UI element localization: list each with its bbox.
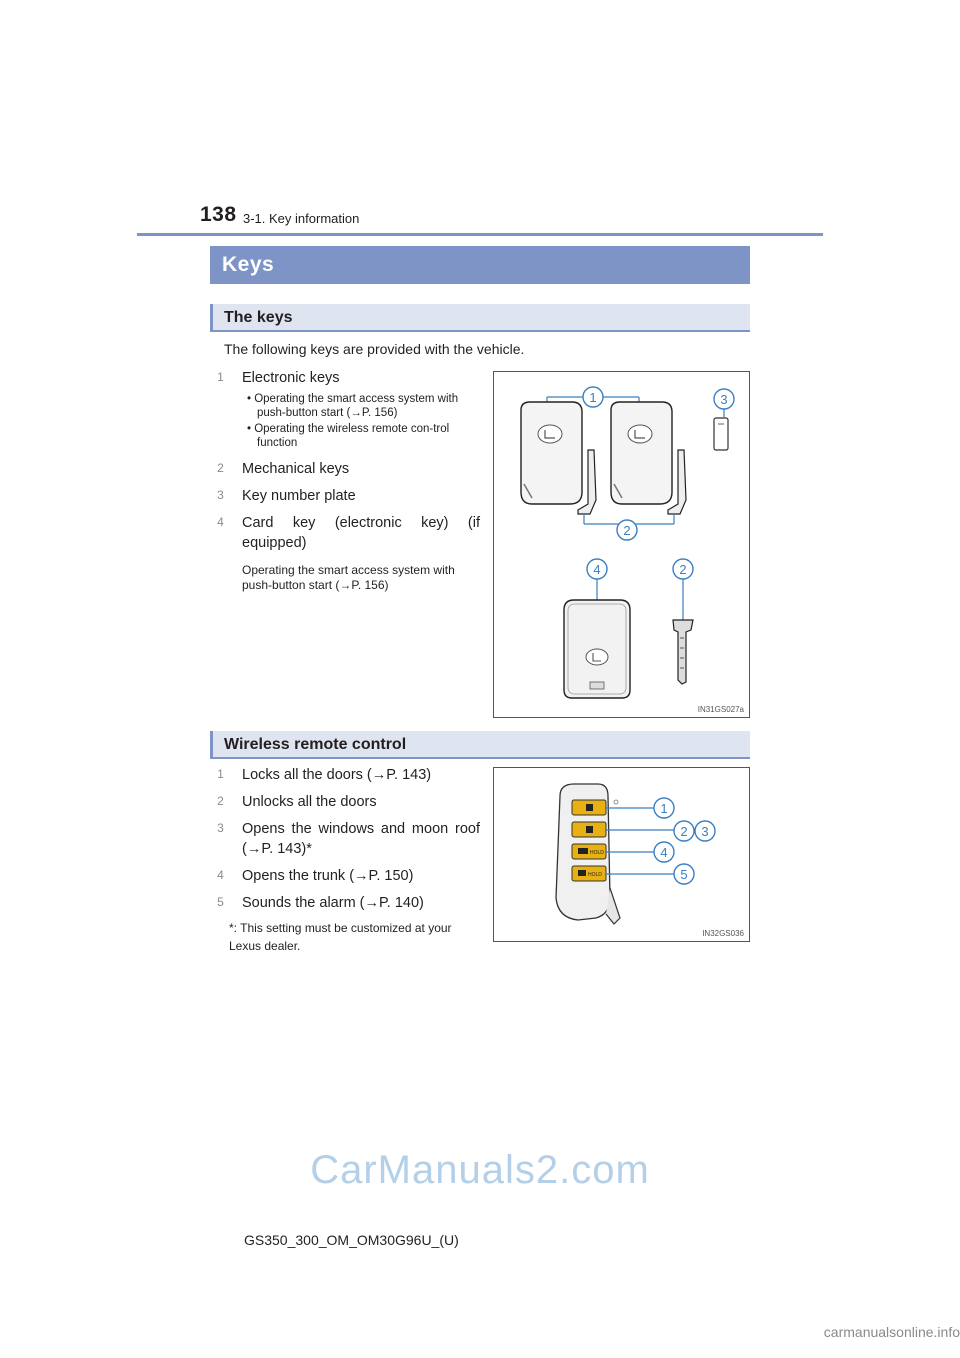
footnote: *: This setting must be customized at your Lexus dealer. bbox=[229, 921, 452, 953]
subheading-wireless-remote bbox=[210, 731, 750, 759]
section-reference: 3-1. Key information bbox=[243, 211, 360, 226]
item-number-badge: 5 bbox=[217, 895, 224, 909]
item-sound-alarm: Sounds the alarm (→P. 140) bbox=[242, 895, 424, 911]
page-number: 138 bbox=[200, 203, 237, 226]
callout-label: 2 bbox=[679, 562, 687, 577]
item-number-badge: 3 bbox=[217, 821, 224, 835]
item-open-windows: Opens the windows and moon roof (→P. 143)* bbox=[242, 821, 480, 857]
callout-label: 1 bbox=[589, 390, 597, 405]
button-label: HOLD bbox=[588, 872, 602, 878]
callout-label: 2 bbox=[623, 523, 631, 538]
card-key-note: Operating the smart access system with push-button start (→P. 156) bbox=[242, 563, 455, 592]
figure-id: IN31GS027a bbox=[697, 705, 744, 714]
keys-illustration bbox=[493, 371, 750, 718]
section-band-keys bbox=[210, 246, 750, 284]
band-title: Keys bbox=[222, 253, 275, 276]
header-rule bbox=[137, 233, 823, 236]
callout-label: 4 bbox=[593, 562, 601, 577]
subheading-the-keys bbox=[210, 304, 750, 332]
item-number-badge: 1 bbox=[217, 370, 224, 384]
remote-illustration bbox=[493, 767, 750, 942]
callout-label: 4 bbox=[660, 845, 668, 860]
item-number-badge: 4 bbox=[217, 868, 224, 882]
item-number-badge: 3 bbox=[217, 488, 224, 502]
item-number-badge: 1 bbox=[217, 767, 224, 781]
bullet-item: • Operating the smart access system with push-button start (→P. 156) bbox=[247, 393, 459, 419]
callout-label: 3 bbox=[720, 392, 728, 407]
item-open-trunk: Opens the trunk (→P. 150) bbox=[242, 868, 414, 884]
button-label: HOLD bbox=[590, 850, 604, 856]
electronic-key-bullets bbox=[245, 392, 480, 452]
subheading-text: The keys bbox=[224, 309, 293, 326]
item-number-badge: 4 bbox=[217, 515, 224, 529]
remote-drawing bbox=[494, 768, 751, 943]
intro-text: The following keys are provided with the vehicle. bbox=[224, 341, 525, 357]
item-number-badge: 2 bbox=[217, 461, 224, 475]
item-unlock-doors: Unlocks all the doors bbox=[242, 794, 377, 810]
keys-drawing bbox=[494, 372, 751, 719]
item-electronic-keys: Electronic keys bbox=[242, 370, 340, 386]
watermark-bottom: carmanualsonline.info bbox=[823, 1324, 960, 1340]
bullet-item: • Operating the wireless remote con-trol function bbox=[247, 423, 450, 449]
item-card-key: Card key (electronic key) (if equipped) bbox=[242, 515, 480, 551]
document-code: GS350_300_OM_OM30G96U_(U) bbox=[244, 1232, 459, 1248]
item-key-number-plate: Key number plate bbox=[242, 488, 356, 504]
callout-label: 5 bbox=[680, 867, 688, 882]
item-mechanical-keys: Mechanical keys bbox=[242, 461, 350, 477]
callout-label: 3 bbox=[701, 824, 709, 839]
subheading-text: Wireless remote control bbox=[224, 736, 407, 753]
figure-id: IN32GS036 bbox=[702, 929, 744, 938]
callout-label: 1 bbox=[660, 801, 668, 816]
watermark-site: CarManuals2.com bbox=[310, 1148, 650, 1192]
callout-label: 2 bbox=[680, 824, 688, 839]
item-number-badge: 2 bbox=[217, 794, 224, 808]
item-lock-doors: Locks all the doors (→P. 143) bbox=[242, 767, 432, 783]
